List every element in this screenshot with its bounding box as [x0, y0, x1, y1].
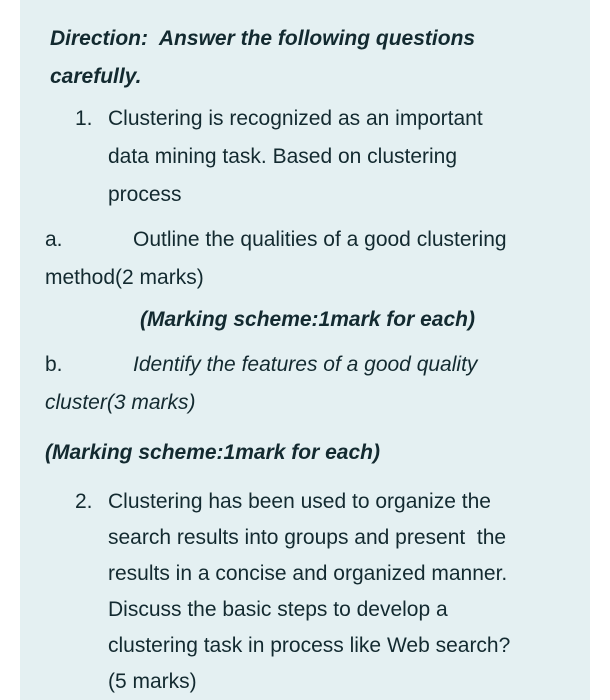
question-2-line: Discuss the basic steps to develop a [108, 598, 448, 621]
part-a [45, 221, 590, 297]
question-1-line: data mining task. Based on clustering [108, 145, 458, 168]
part-b-marker: b. [45, 353, 63, 376]
part-a-first-line [45, 221, 590, 259]
part-a-second-line: method(2 marks) [45, 266, 204, 289]
part-a-text: Outline the qualities of a good clustering [133, 228, 507, 251]
directions-heading [50, 20, 590, 96]
question-2-text [108, 484, 590, 700]
question-1-line: process [108, 183, 182, 206]
question-1-text [108, 100, 590, 214]
heading-line: carefully. [50, 65, 142, 88]
heading-line: Direction: Answer the following questions [50, 27, 476, 50]
question-2-line: Clustering has been used to organize the [108, 490, 491, 513]
question-1 [20, 100, 590, 214]
question-2-line: clustering task in process like Web search? [108, 634, 511, 657]
document-card [20, 0, 590, 700]
part-b-text: Identify the features of a good quality [133, 353, 478, 376]
part-b-second-line: cluster(3 marks) [45, 391, 196, 414]
question-2-line: search results into groups and present the [108, 526, 507, 549]
question-1-number: 1. [75, 107, 93, 130]
question-1-line: Clustering is recognized as an important [108, 107, 483, 130]
question-2-number: 2. [75, 490, 93, 513]
question-2-line: results in a concise and organized manner. [108, 562, 508, 585]
marking-scheme-a: (Marking scheme:1mark for each) [140, 308, 475, 331]
part-a-marker: a. [45, 228, 63, 251]
part-b [45, 346, 590, 422]
question-2-line: (5 marks) [108, 670, 197, 693]
question-2 [20, 484, 590, 700]
part-b-first-line [45, 346, 590, 384]
marking-scheme-b: (Marking scheme:1mark for each) [45, 441, 380, 464]
